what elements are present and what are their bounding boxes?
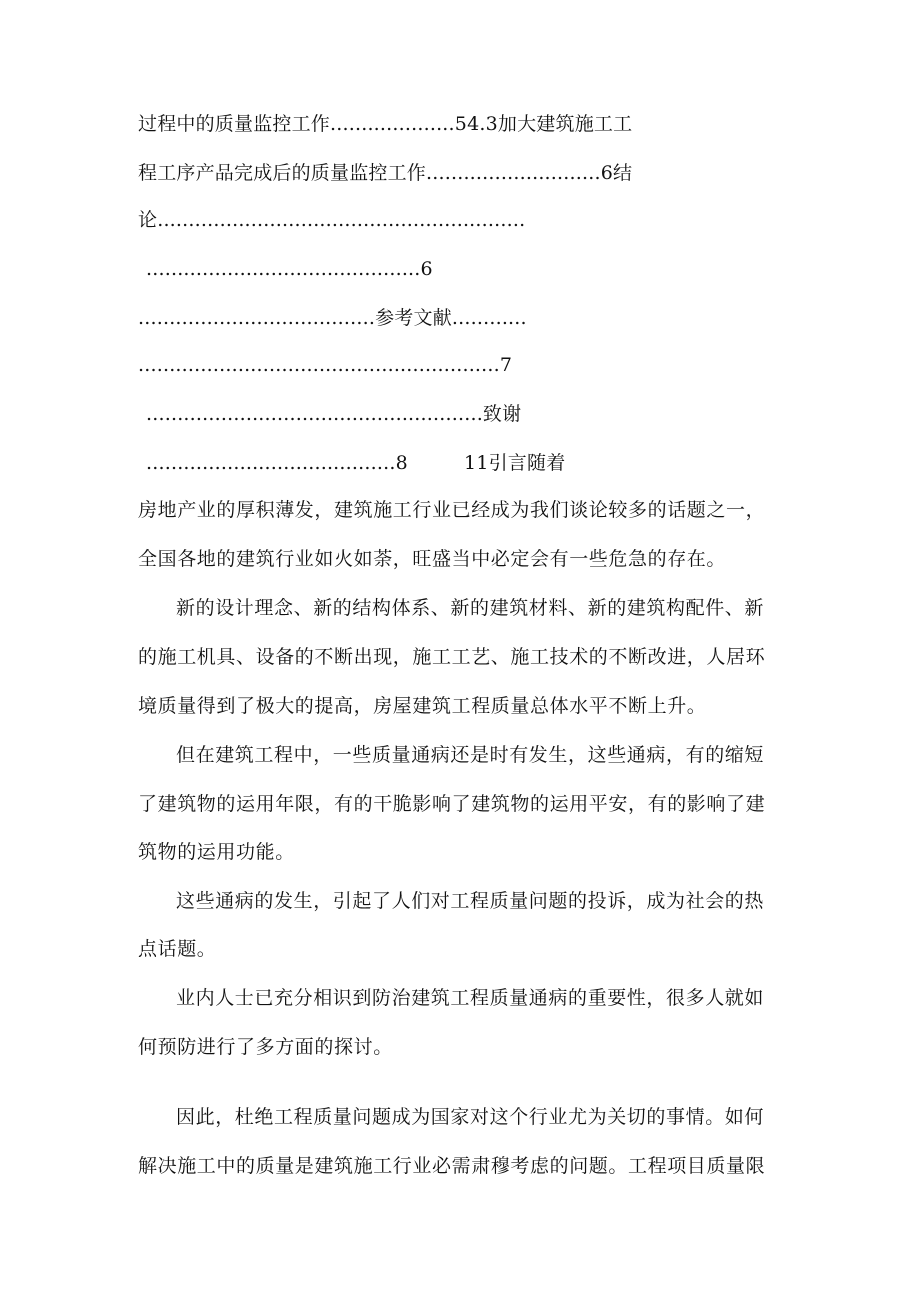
paragraph-line: 但在建筑工程中，一些质量通病还是时有发生，这些通病，有的缩短 <box>176 744 765 766</box>
paragraph-line: 房地产业的厚积薄发，建筑施工行业已经成为我们谈论较多的话题之一， <box>138 499 766 521</box>
paragraph-line: 筑物的运用功能。 <box>138 841 295 863</box>
paragraph-line: 的施工机具、设备的不断出现，施工工艺、施工技术的不断改进，人居环 <box>138 646 766 668</box>
toc-line: ......................................................致谢 <box>146 403 522 425</box>
paragraph-line: 境质量得到了极大的提高，房屋建筑工程质量总体水平不断上升。 <box>138 695 707 717</box>
paragraph-line: 了建筑物的运用年限，有的干脆影响了建筑物的运用平安，有的影响了建 <box>138 793 766 815</box>
toc-line: 论........................................................... <box>138 209 526 231</box>
paragraph-line: 全国各地的建筑行业如火如荼，旺盛当中必定会有一些危急的存在。 <box>138 548 727 570</box>
paragraph-line: 这些通病的发生，引起了人们对工程质量问题的投诉，成为社会的热 <box>176 890 765 912</box>
toc-line: ............................................6 <box>146 258 433 280</box>
toc-line: ..........................................................7 <box>138 354 513 376</box>
toc-line: 程工序产品完成后的质量监控工作............................6结 <box>138 162 633 184</box>
paragraph-line: 因此，杜绝工程质量问题成为国家对这个行业尤为关切的事情。如何 <box>176 1106 765 1128</box>
paragraph-line: 点话题。 <box>138 938 217 960</box>
paragraph-line: 新的设计理念、新的结构体系、新的建筑材料、新的建筑构配件、新 <box>176 597 765 619</box>
paragraph-line: 解决施工中的质量是建筑施工行业必需肃穆考虑的问题。工程项目质量限 <box>138 1155 766 1177</box>
toc-line: ........................................8 11引言随着 <box>146 452 566 474</box>
toc-line: 过程中的质量监控工作....................54.3加大建筑施工工 <box>138 113 633 135</box>
paragraph-line: 业内人士已充分相识到防治建筑工程质量通病的重要性，很多人就如 <box>176 987 765 1009</box>
paragraph-line: 何预防进行了多方面的探讨。 <box>138 1036 393 1058</box>
toc-line: ......................................参考文献............ <box>138 307 527 329</box>
